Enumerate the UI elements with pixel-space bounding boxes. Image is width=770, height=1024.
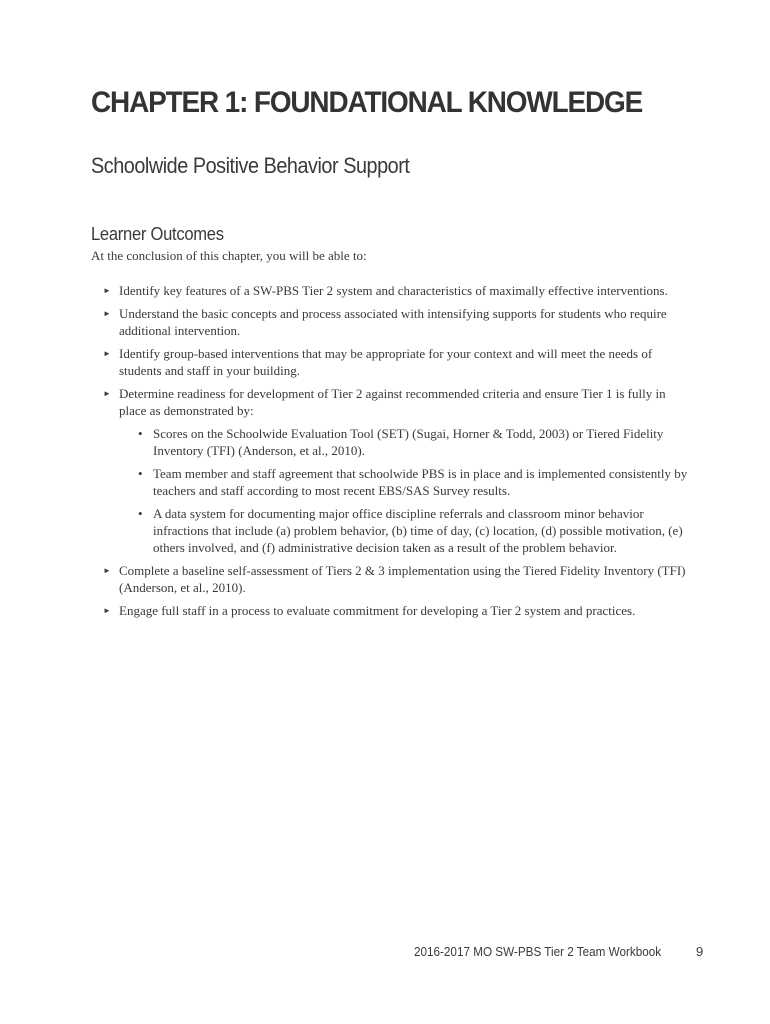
dot-bullet-icon: • (138, 506, 143, 521)
triangle-bullet-icon: ► (103, 606, 111, 615)
page-number: 9 (696, 944, 704, 959)
readiness-criteria-list (119, 425, 690, 556)
outcome-item (100, 282, 690, 299)
outcome-text: Understand the basic concepts and process associated with intensifying supports for students who require additional intervention. (119, 306, 667, 338)
outcome-item (100, 305, 690, 339)
outcome-item (100, 562, 690, 596)
outcome-text: Determine readiness for development of Tier 2 against recommended criteria and ensure Tier 1 is fully in place as demonstrated by: (119, 386, 666, 418)
outcome-text: Identify group-based interventions that may be appropriate for your context and will meet the needs of students and staff in your building. (119, 346, 653, 378)
outcome-text: Identify key features of a SW-PBS Tier 2 system and characteristics of maximally effective interventions. (119, 283, 668, 298)
dot-bullet-icon: • (138, 426, 143, 441)
learner-outcomes-heading: Learner Outcomes (91, 224, 224, 244)
outcome-text: Engage full staff in a process to evaluate commitment for developing a Tier 2 system and practices. (119, 603, 636, 618)
triangle-bullet-icon: ► (103, 389, 111, 398)
outcome-text: Complete a baseline self-assessment of Tiers 2 & 3 implementation using the Tiered Fidelity Inventory (TFI) (Anderson, et al., 2010). (119, 563, 686, 595)
sub-list-item (119, 505, 690, 556)
learner-outcomes-list (100, 282, 690, 625)
learner-outcomes-intro: At the conclusion of this chapter, you will be able to: (91, 248, 367, 263)
dot-bullet-icon: • (138, 466, 143, 481)
chapter-title: CHAPTER 1: FOUNDATIONAL KNOWLEDGE (91, 86, 643, 119)
sub-item-text: Team member and staff agreement that schoolwide PBS is in place and is implemented consistently by teachers and staff according to most recent EBS/SAS Survey results. (153, 466, 688, 498)
triangle-bullet-icon: ► (103, 309, 111, 318)
triangle-bullet-icon: ► (103, 286, 111, 295)
sub-item-text: Scores on the Schoolwide Evaluation Tool (SET) (Sugai, Horner & Todd, 2003) or Tiered Fidelity Inventory (TFI) (Anderson, et al., 2010). (153, 426, 664, 458)
sub-item-text: A data system for documenting major office discipline referrals and classroom minor behavior infractions that include (a) problem behavior, (b) time of day, (c) location, (d) possible motivation, (e) others involved, and (f) administrative decision taken as a result of the problem behavior. (153, 506, 683, 555)
sub-list-item (119, 465, 690, 499)
outcome-item (100, 602, 690, 619)
footer-workbook-title: 2016-2017 MO SW-PBS Tier 2 Team Workbook (414, 944, 662, 959)
outcome-item (100, 345, 690, 379)
triangle-bullet-icon: ► (103, 566, 111, 575)
sub-list-item (119, 425, 690, 459)
section-title: Schoolwide Positive Behavior Support (91, 153, 410, 178)
triangle-bullet-icon: ► (103, 349, 111, 358)
outcome-item (100, 385, 690, 556)
